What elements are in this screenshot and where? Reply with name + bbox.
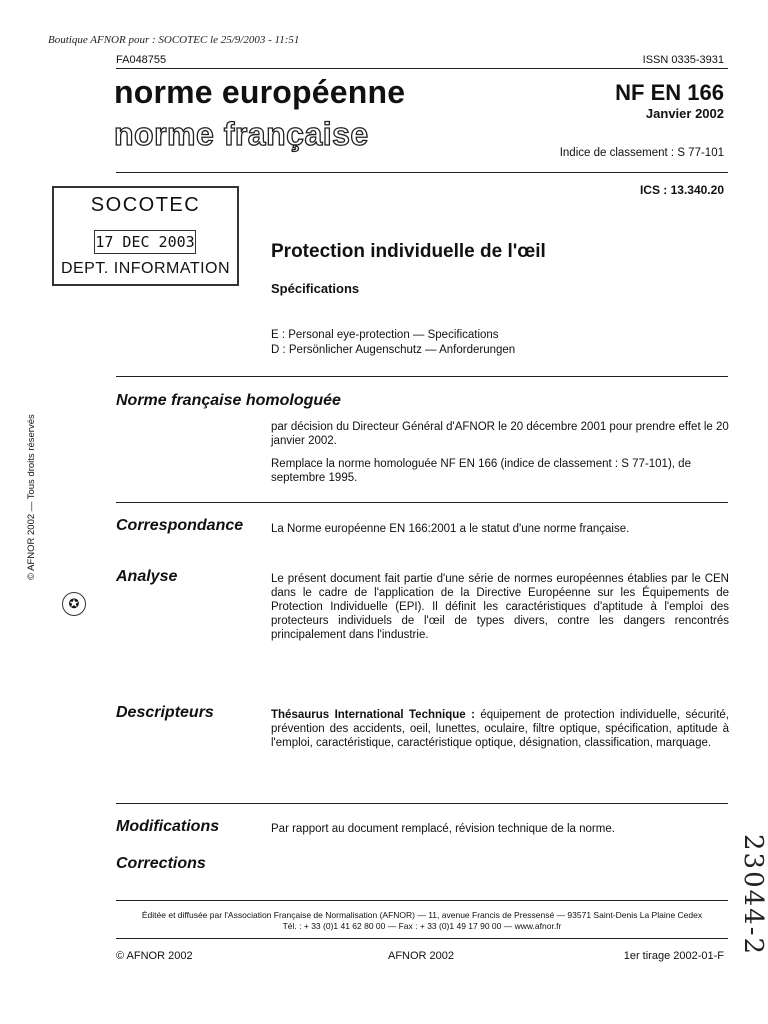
- standard-code: NF EN 166: [615, 80, 724, 105]
- standard-date: Janvier 2002: [645, 106, 724, 121]
- homologuee-paragraph-1: par décision du Directeur Général d'AFNOR le 20 décembre 2001 pour prendre effet le 20 janvier 2002.: [271, 421, 729, 447]
- issn: ISSN 0335-3931: [642, 54, 724, 66]
- analyse-text: Le présent document fait partie d'une série de normes européennes établies par le CEN dans le cadre de l'application de la Directive Européenne sur les Équipements de Protection Individuelle (EPI). Il définit les caractéristiques d'aptitude à l'emploi des protecteurs individuels de l'œil de types divers, contre les dangers rencontrés principalement dans l'industrie.: [271, 573, 729, 641]
- reception-stamp: [52, 186, 239, 286]
- divider-homologuee: [116, 376, 728, 377]
- homologuee-paragraph-2: Remplace la norme homologuée NF EN 166 (indice de classement : S 77-101), de septembre 1995.: [271, 458, 691, 484]
- descripteurs-block: [271, 708, 729, 750]
- footer-divider: [116, 900, 728, 901]
- top-divider: [116, 68, 728, 69]
- publisher-info: [116, 910, 728, 932]
- german-title: D : Persönlicher Augenschutz — Anforderungen: [271, 344, 516, 356]
- ics-code: ICS : 13.340.20: [639, 183, 724, 197]
- divider-correspondance: [116, 502, 728, 503]
- descripteurs-text: équipement de protection individuelle, sécurité, prévention des accidents, oeil, lunettes, oculaire, filtre optique, spécification, aptitude à l'emploi, caractéristique, caractéristique optique, désignation, classification, marquage.: [271, 709, 730, 749]
- classification-index: Indice de classement : S 77-101: [559, 147, 724, 159]
- english-title: E : Personal eye-protection — Specifications: [271, 329, 499, 341]
- footer-publisher: AFNOR 2002: [388, 950, 455, 962]
- section-heading-corrections: Corrections: [116, 855, 206, 872]
- section-heading-descripteurs: Descripteurs: [116, 704, 214, 721]
- document-subtitle: Spécifications: [271, 281, 360, 296]
- stamp-date: 17 DEC 2003: [94, 230, 196, 254]
- document-reference: FA048755: [116, 54, 167, 66]
- footer-divider-2: [116, 938, 728, 939]
- store-header-note: Boutique AFNOR pour : SOCOTEC le 25/9/2003 - 11:51: [48, 34, 300, 46]
- stamp-department: DEPT. INFORMATION: [60, 260, 231, 277]
- afnor-seal-icon: ✪: [62, 592, 86, 616]
- publisher-contact: Tél. : + 33 (0)1 41 62 80 00 — Fax : + 33 (0)1 49 17 90 00 — www.afnor.fr: [282, 921, 562, 931]
- side-copyright: © AFNOR 2002 — Tous droits réservés: [26, 414, 37, 580]
- stamp-org: SOCOTEC: [90, 194, 201, 216]
- section-heading-analyse: Analyse: [116, 568, 178, 585]
- footer-print-run: 1er tirage 2002-01-F: [623, 950, 724, 962]
- correspondance-text: La Norme européenne EN 166:2001 a le statut d'une norme française.: [271, 523, 630, 535]
- footer-copyright: © AFNOR 2002: [116, 950, 193, 962]
- divider-modifications: [116, 803, 728, 804]
- document-title: Protection individuelle de l'œil: [271, 241, 546, 262]
- descripteurs-label: Thésaurus International Technique :: [271, 709, 475, 721]
- norme-francaise-heading: norme française: [114, 116, 369, 152]
- handwritten-annotation: 23044-2: [738, 834, 768, 957]
- norme-europeenne-heading: norme européenne: [114, 74, 406, 110]
- modifications-text: Par rapport au document remplacé, révision technique de la norme.: [271, 823, 615, 835]
- publisher-address: Éditée et diffusée par l'Association Française de Normalisation (AFNOR) — 11, avenue Francis de Pressensé — 93571 Saint-Denis La Plaine Cedex: [141, 910, 703, 920]
- section-heading-homologuee: Norme française homologuée: [116, 392, 341, 409]
- header-divider: [116, 172, 728, 173]
- section-heading-modifications: Modifications: [116, 818, 220, 835]
- section-heading-correspondance: Correspondance: [116, 517, 244, 534]
